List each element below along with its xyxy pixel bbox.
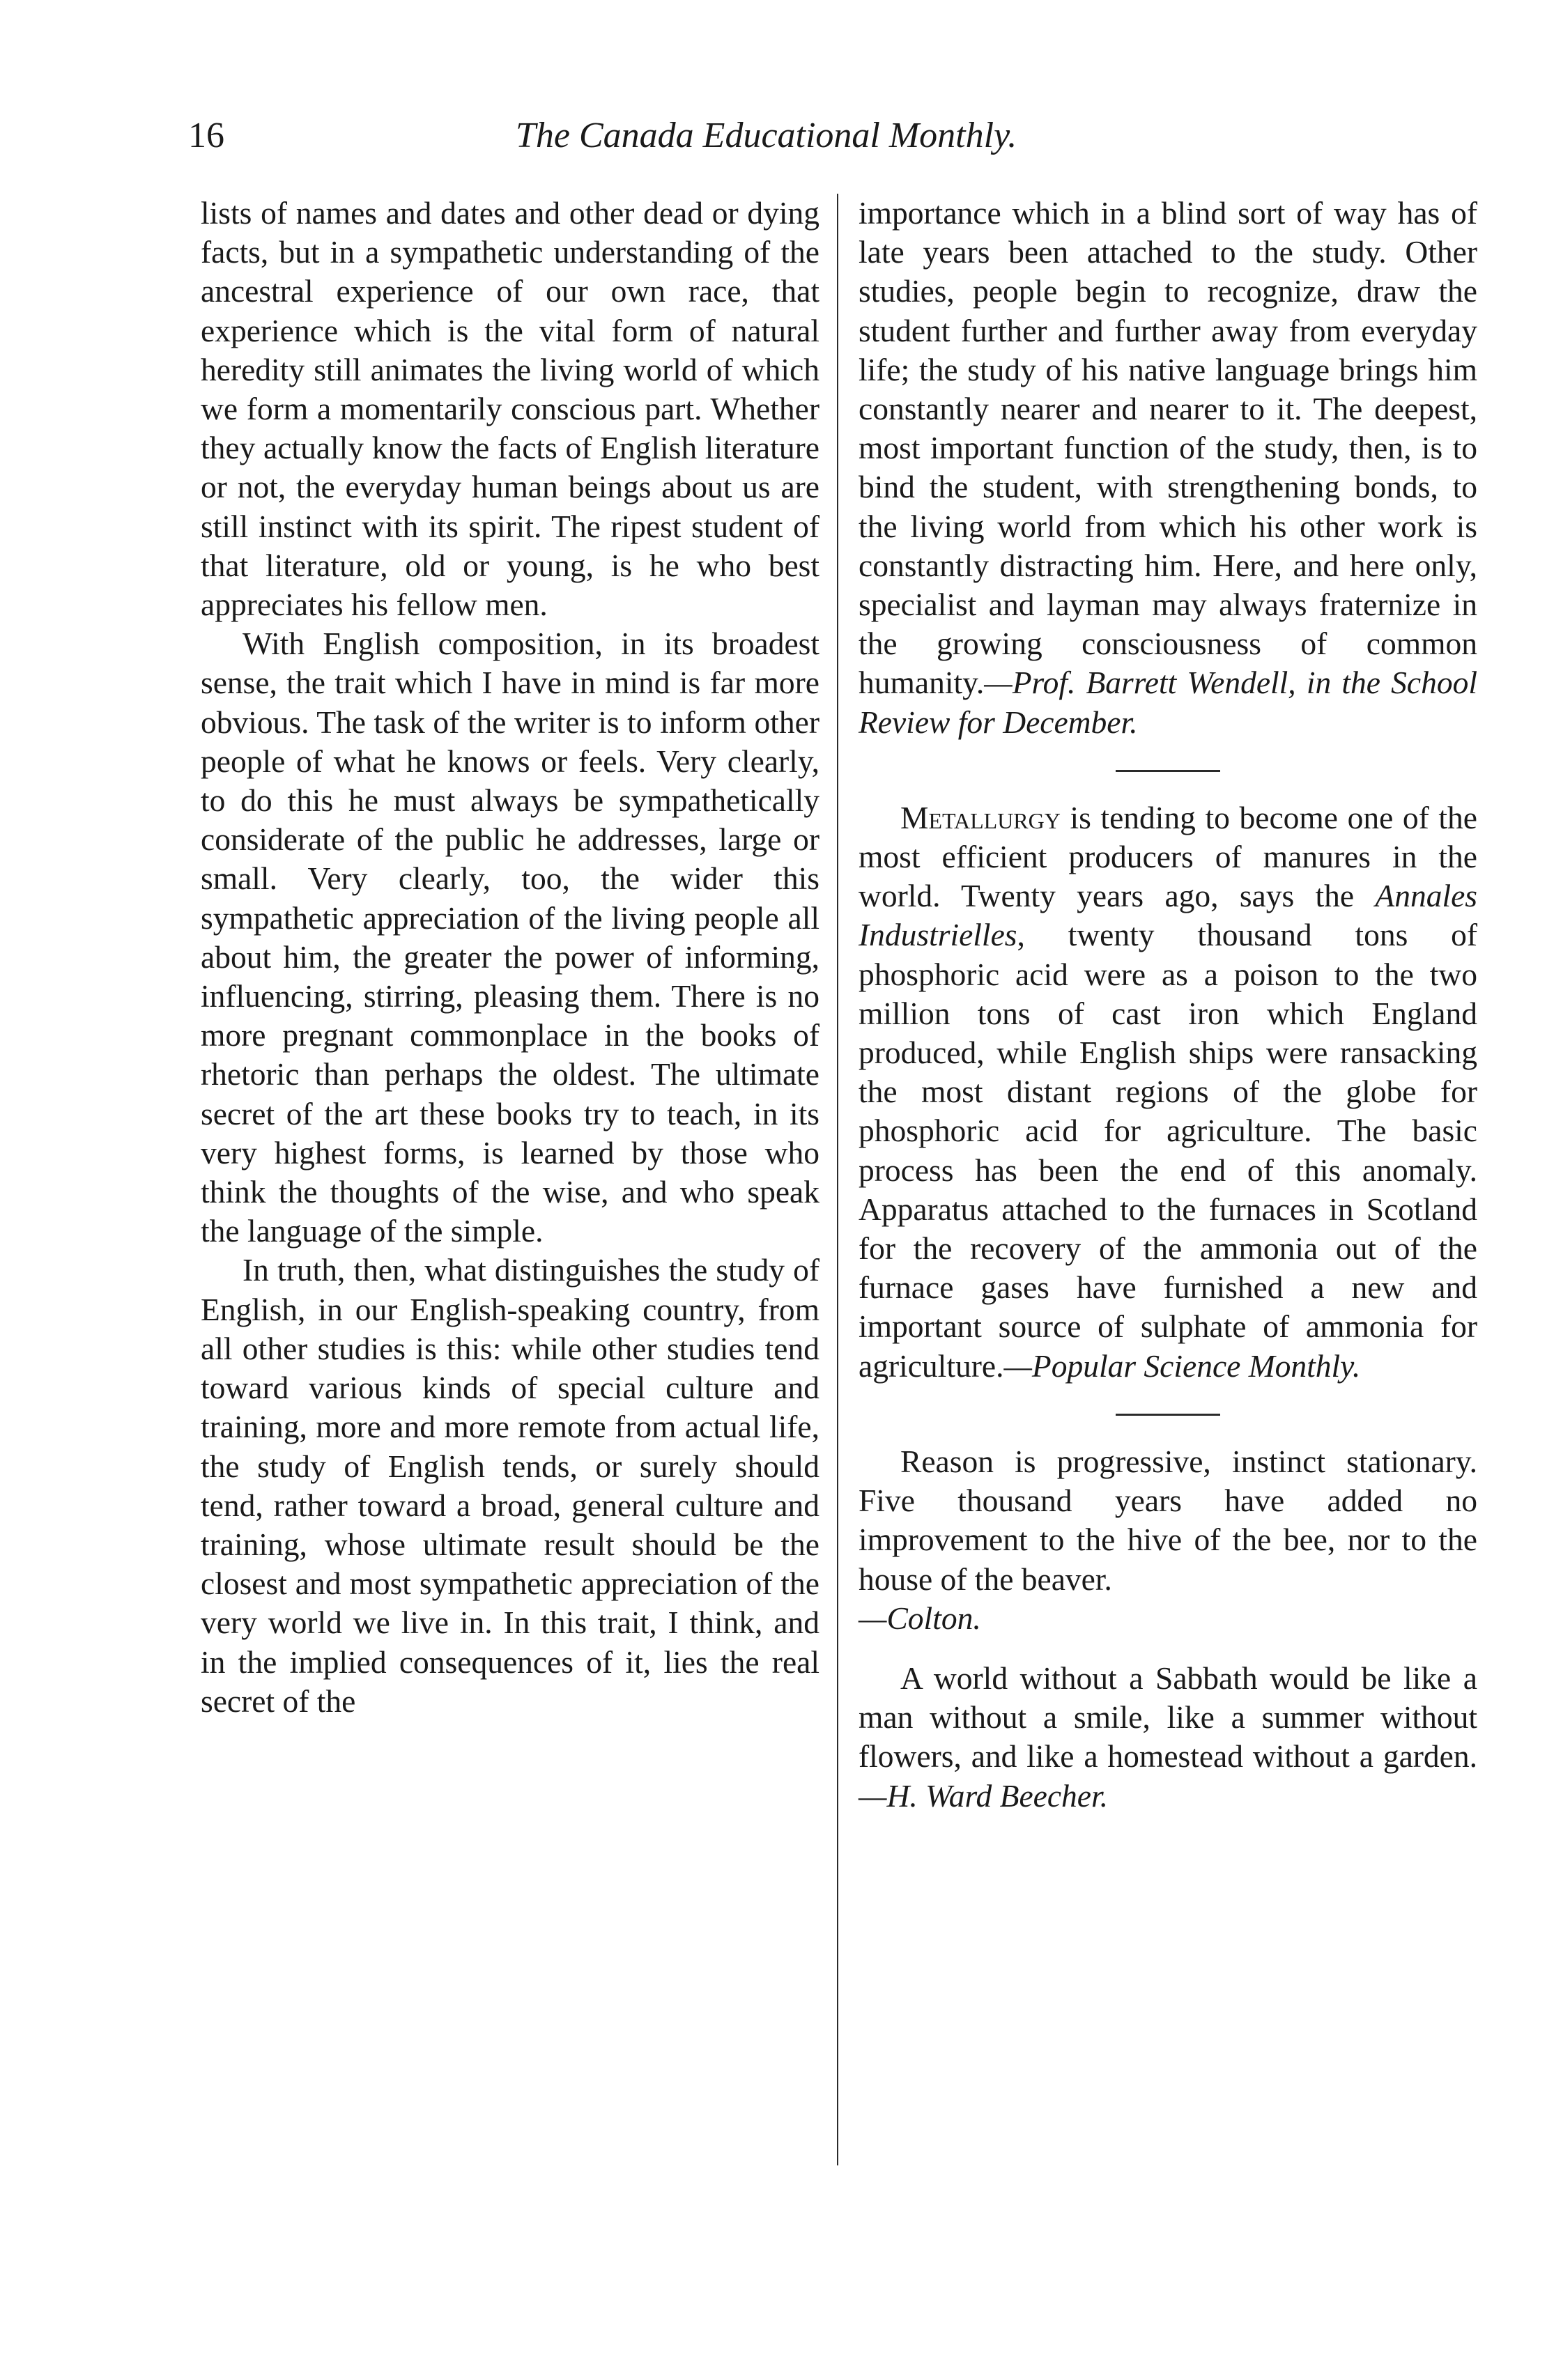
right-paragraph-1	[859, 194, 1477, 742]
metallurgy-text-1: is tending to become one of the most efficient producers of manures in the world. Twenty years ago, says the	[859, 799, 1477, 914]
left-paragraph-2: With English composition, in its broadest sense, the trait which I have in mind is far more obvious. The task of the writer is to inform other people of what he knows or feels. Very clearly, to do this he must always be sympathetically considerate of the public he addresses, large or small. Very clearly, too, the wider this sympathetic appreciation of the living people all about him, the greater the power of informing, influencing, stirring, pleasing them. There is no more pregnant commonplace in the books of rhetoric than perhaps the oldest. The ultimate secret of the art these books try to teach, in its very highest forms, is learned by those who think the thoughts of the wise, and who speak the language of the simple.	[201, 626, 819, 1249]
section-divider-2	[1116, 1414, 1220, 1416]
right-column	[859, 194, 1477, 1816]
journal-name: Annales Industrielles	[859, 878, 1477, 953]
beecher-text: A world without a Sabbath would be like a man without a smile, like a summer without flowers, and like a homestead without a garden.	[859, 1660, 1477, 1775]
metallurgy-text-2: , twenty thousand tons of phosphoric acid were as a poison to the two million tons of cast iron which England produced, while English ships were ransacking the most distant regions of the globe for phosphoric acid for agriculture. The basic process has been the end of this anomaly. Apparatus attached to the furnaces in Scotland for the recovery of the ammonia out of the furnace gases have furnished a new and important source of sulphate of ammonia for agriculture.	[859, 917, 1477, 1384]
wendell-text: importance which in a blind sort of way has of late years been attached to the study. Other studies, people begin to recognize, draw the student further and further away from everyday life; the study of his native language brings him constantly nearer and nearer to it. The deepest, most important function of the study, then, is to bind the student, with strengthening bonds, to the living world from which his other work is constantly distracting him. Here, and here only, specialist and layman may always fraternize in the growing consciousness of common humanity.	[859, 195, 1477, 701]
metallurgy-lead: Metallurgy	[900, 799, 1061, 835]
beecher-paragraph	[859, 1659, 1477, 1816]
section-divider-1	[1116, 770, 1220, 772]
colton-text: Reason is progressive, instinct stationary. Five thousand years have added no improvement to the hive of the bee, nor to the house of the beaver.	[859, 1443, 1477, 1597]
metallurgy-paragraph	[859, 798, 1477, 1386]
column-divider	[837, 194, 838, 2165]
running-header	[0, 115, 1547, 164]
metallurgy-attribution: —Popular Science Monthly.	[1003, 1347, 1361, 1384]
running-title: The Canada Educational Monthly.	[516, 116, 1017, 155]
colton-attribution: —Colton.	[859, 1600, 981, 1636]
spacer	[859, 1638, 1477, 1659]
wendell-attribution: —Prof. Barrett Wendell, in the School Review for December.	[859, 665, 1477, 740]
left-paragraph-3: In truth, then, what distinguishes the study of English, in our English-speaking country, from all other studies is this: while other studies tend toward various kinds of special culture and training, more and more remote from actual life, the study of English tends, or surely should tend, rather toward a broad, general culture and training, whose ultimate result should be the closest and most sympathetic appreciation of the very world we live in. In this trait, I think, and in the implied consequences of it, lies the real secret of the	[201, 1252, 819, 1719]
left-column	[201, 194, 819, 1721]
beecher-attribution: —H. Ward Beecher.	[859, 1777, 1109, 1814]
colton-paragraph	[859, 1442, 1477, 1638]
left-paragraph-1: lists of names and dates and other dead or dying facts, but in a sympathetic understanding of the ancestral experience of our own race, that experience which is the vital form of natural heredity still animates the living world of which we form a momentarily conscious part. Whether they actually know the facts of English literature or not, the everyday human beings about us are still instinct with its spirit. The ripest student of that literature, old or young, is he who best appreciates his fellow men.	[201, 195, 819, 623]
page-number: 16	[188, 116, 224, 155]
